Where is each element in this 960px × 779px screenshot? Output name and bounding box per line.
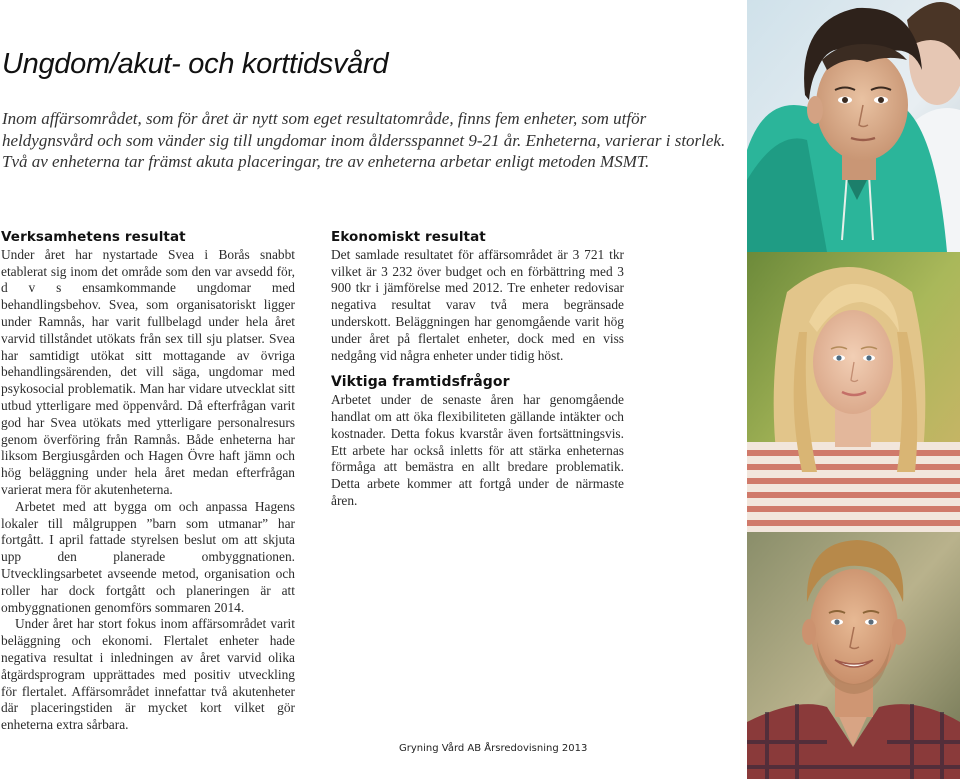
left-column (1, 229, 295, 734)
body-paragraph: Arbetet med att bygga om och anpassa Hagens lokaler till målgruppen ”barn som utmanar” har fortgått. I april fattade styrelsen beslut om att skjuta upp den planerade ombyggnationen. Utvecklingsarbetet avseende metod, organisation och roller har dock fortgått och planeringen är att ombyggnationen genomförs sommaren 2014. (1, 498, 295, 615)
photo-boy-green-hoodie (747, 0, 960, 252)
body-paragraph: Det samlade resultatet för affärsområdet är 3 721 tkr vilket är 3 232 över budget och en förbättring med 3 900 tkr i jämförelse med 2012. Tre enheter redovisar negativa resultat varav två mera begränsade underskott. Beläggningen har genomgående varit hög under året på flertalet enheter, dock med en viss nedgång vid några enheter under tidig höst. (331, 246, 624, 363)
photo-girl-striped-top (747, 252, 960, 532)
section-heading-results: Verksamhetens resultat (1, 229, 186, 245)
page-footer: Gryning Vård AB Årsredovisning 2013 (399, 743, 588, 754)
right-column (331, 229, 624, 510)
body-paragraph: Under året har nystartade Svea i Borås snabbt etablerat sig inom det område som den var avsedd för, d v s ensamkommande ungdomar med behandlingsbehov. Svea, som organisatoriskt ligger under Ramnås, har varit fullbelagd under hela året varvid tillståndet utökats från sex till sju platser. Svea har samtidigt utökat sitt mottagande av övriga behandlingsärenden, det vill säga, ungdomar med psykosocial problematik. Man har vidare utvecklat sitt utbud ytterligare med öppenvård. Då efterfrågan varit god har Svea utökats med ytterligare personalresurs genom överföring från Ramnås. Både enheterna har liksom Bergiusgården och Hagen Övre haft jämn och hög beläggning under hela året medan efterfrågan varierat mera för akutenheterna. (1, 246, 295, 497)
photo-man-plaid-shirt (747, 532, 960, 779)
intro-paragraph: Inom affärsområdet, som för året är nytt som eget resultatområde, finns fem enheter, som utför heldygnsvård och som vänder sig till ungdomar inom åldersspannet 9-21 år. Enheterna, varierar i storlek. Två av enheterna tar främst akuta placeringar, tre av enheterna arbetar enligt metoden MSMT. (2, 109, 726, 171)
section-heading-economy: Ekonomiskt resultat (331, 229, 486, 245)
body-paragraph: Arbetet under de senaste åren har genomgående handlat om att öka flexibiliteten gällande intäkter och kostnader. Detta fokus kvarstår även fortsättningsvis. Ett arbete har också inletts för att stärka enheternas förmåga att bemästra en allt bredare problematik. Detta arbete kommer att fortgå under de närmaste åren. (331, 392, 624, 508)
page-title: Ungdom/akut- och korttidsvård (2, 48, 389, 80)
body-paragraph: Under året har stort fokus inom affärsområdet varit beläggning och ekonomi. Flertalet enheter hade negativa resultat i inledningen av året varvid olika åtgärdsprogram upprättades med positiv utveckling för flertalet. Affärsområdet innefattar två akutenheter där placeringstiden är mycket kort vilket gör enheterna extra sårbara. (1, 616, 295, 733)
section-heading-future: Viktiga framtidsfrågor (331, 374, 510, 391)
